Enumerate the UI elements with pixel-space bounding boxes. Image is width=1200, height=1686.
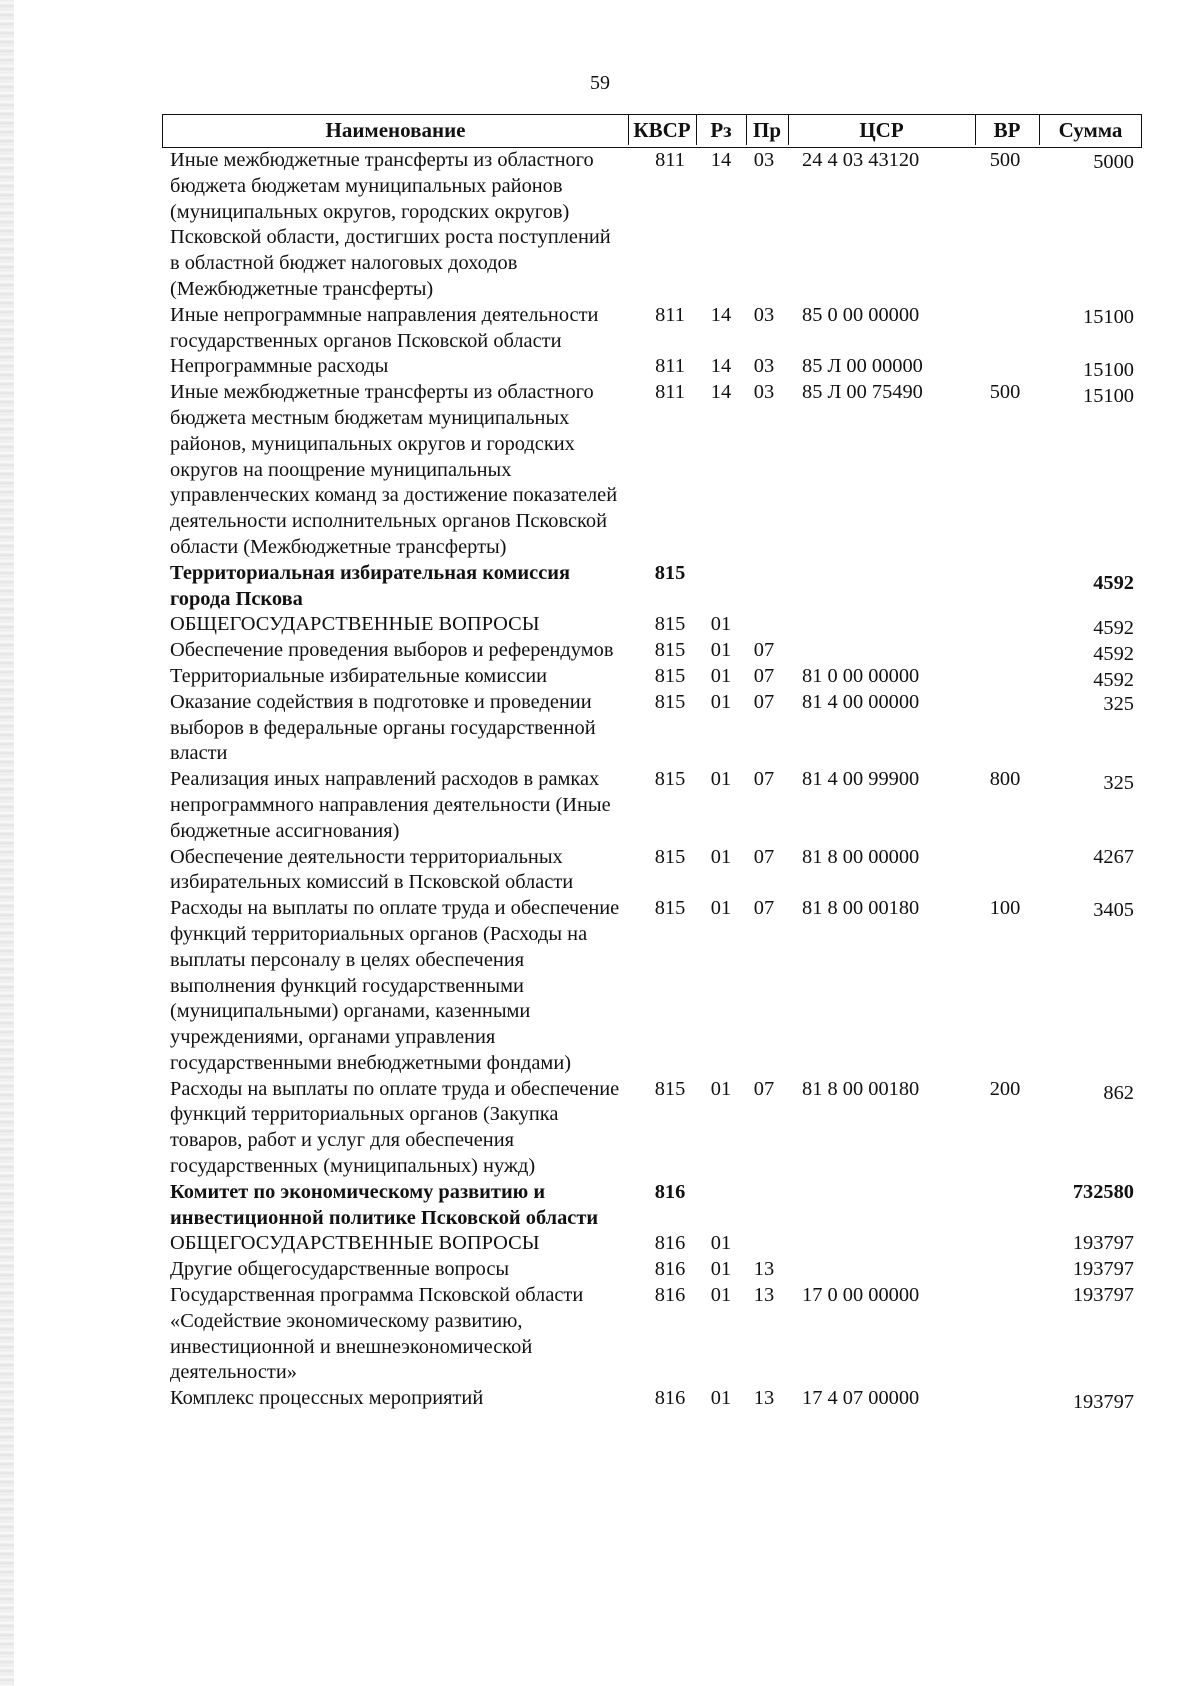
row-rz: 01 [710, 768, 732, 791]
table-row [162, 1386, 1142, 1412]
table-row [162, 767, 1142, 844]
row-rz: 01 [710, 1284, 732, 1307]
row-name: Реализация иных направлений расходов в рамках непрограммного направления деятельности (Иные бюджетные ассигнования) [170, 768, 611, 842]
row-rz: 14 [710, 355, 732, 378]
row-sum: 325 [1103, 692, 1134, 715]
row-rz: 01 [710, 613, 732, 636]
row-name: Оказание содействия в подготовке и проведении выборов в федеральные органы государственной власти [170, 690, 596, 765]
row-vr: 500 [989, 149, 1021, 171]
row-pr: 07 [753, 664, 775, 687]
row-kvsr: 816 [654, 1387, 686, 1410]
row-name: Территориальные избирательные комиссии [170, 664, 548, 687]
row-rz: 01 [710, 1232, 732, 1255]
row-csr: 81 8 00 00180 [802, 897, 920, 920]
row-rz: 01 [710, 639, 732, 662]
row-name: Территориальная избирательная комиссия города Пскова [170, 561, 571, 610]
page-number: 59 [590, 72, 610, 94]
header-name: Наименование [325, 118, 466, 142]
row-pr: 07 [753, 639, 775, 662]
table-row [162, 638, 1142, 664]
row-name: ОБЩЕГОСУДАРСТВЕННЫЕ ВОПРОСЫ [170, 613, 540, 636]
header-pr: Пр [746, 115, 787, 145]
row-kvsr: 816 [654, 1258, 686, 1281]
row-sum: 862 [1103, 1081, 1134, 1104]
header-csr: ЦСР [788, 115, 974, 145]
row-sum: 4592 [1093, 571, 1134, 594]
row-name: Иные межбюджетные трансферты из областного бюджета местным бюджетам муниципальных районов, муниципальных округов и городских округов на поощрение муниципальных управленческих команд за достижение показателей деятельности исполнительных органов Псковской области (Межбюджетные трансферты) [170, 381, 618, 558]
header-sum: Сумма [1039, 115, 1141, 145]
row-kvsr: 811 [655, 381, 685, 404]
row-kvsr: 815 [654, 768, 686, 791]
row-rz: 01 [710, 664, 732, 687]
row-csr: 85 Л 00 75490 [802, 381, 923, 404]
row-kvsr: 816 [654, 1180, 686, 1203]
row-name: Иные межбюджетные трансферты из областного бюджета бюджетам муниципальных районов (муниципальных округов, городских округов) Псковской области, достигших роста поступлений в областной бюджет налоговых доходов (Межбюджетные трансферты) [170, 149, 611, 300]
row-rz: 01 [710, 897, 732, 920]
row-sum: 15100 [1083, 359, 1134, 382]
row-sum: 325 [1103, 772, 1134, 795]
row-kvsr: 815 [654, 639, 686, 662]
row-csr: 17 4 07 00000 [802, 1387, 920, 1410]
table-row [162, 845, 1142, 897]
row-csr: 85 0 00 00000 [802, 303, 920, 326]
row-name: ОБЩЕГОСУДАРСТВЕННЫЕ ВОПРОСЫ [170, 1232, 540, 1255]
row-csr: 17 0 00 00000 [802, 1284, 920, 1307]
row-kvsr: 815 [654, 690, 686, 713]
row-pr: 13 [753, 1258, 775, 1281]
row-kvsr: 815 [654, 561, 686, 584]
row-rz: 14 [710, 381, 732, 404]
row-sum: 4267 [1093, 845, 1134, 868]
table-row [162, 1257, 1142, 1283]
table-row [162, 561, 1142, 613]
row-pr: 03 [753, 149, 775, 171]
table-row [162, 1180, 1142, 1232]
row-kvsr: 811 [655, 149, 685, 171]
table-row [162, 690, 1142, 767]
table-body [162, 148, 1142, 1412]
row-kvsr: 815 [654, 664, 686, 687]
table-row [162, 1231, 1142, 1257]
row-pr: 07 [753, 897, 775, 920]
row-name: Комплекс процессных мероприятий [170, 1387, 484, 1410]
row-name: Обеспечение деятельности территориальных избирательных комиссий в Псковской области [170, 845, 574, 894]
row-rz: 01 [710, 1077, 732, 1100]
row-pr: 07 [753, 1077, 775, 1100]
row-sum: 193797 [1072, 1391, 1134, 1414]
table-row [162, 354, 1142, 380]
row-kvsr: 815 [654, 1077, 686, 1100]
row-sum: 193797 [1072, 1284, 1134, 1307]
row-kvsr: 816 [654, 1284, 686, 1307]
row-pr: 07 [753, 845, 775, 868]
row-name: Обеспечение проведения выборов и референдумов [170, 639, 614, 662]
row-name: Другие общегосударственные вопросы [170, 1258, 510, 1281]
row-csr: 24 4 03 43120 [802, 149, 920, 171]
row-pr: 13 [753, 1284, 775, 1307]
row-kvsr: 811 [655, 303, 685, 326]
row-csr: 81 4 00 00000 [802, 690, 920, 713]
row-name: Расходы на выплаты по оплате труда и обеспечение функций территориальных органов (Расходы на выплаты персоналу в целях обеспечения выполнения функций государственными (муниципальными) органами, казенными учреждениями, органами управления государственными внебюджетными фондами) [170, 897, 620, 1074]
row-pr: 03 [753, 381, 775, 404]
row-rz: 14 [710, 303, 732, 326]
row-sum: 15100 [1083, 305, 1134, 328]
row-rz: 01 [710, 845, 732, 868]
table-row [162, 380, 1142, 561]
table-header [162, 114, 1142, 148]
row-kvsr: 816 [654, 1232, 686, 1255]
row-kvsr: 811 [655, 355, 685, 378]
row-name: Расходы на выплаты по оплате труда и обеспечение функций территориальных органов (Закупка товаров, работ и услуг для обеспечения государственных (муниципальных) нужд) [170, 1077, 620, 1178]
row-sum: 193797 [1072, 1232, 1134, 1255]
header-vr: ВР [975, 115, 1038, 145]
table-row [162, 896, 1142, 1077]
header-kvsr: КВСР [628, 115, 695, 145]
table-row [162, 612, 1142, 638]
row-sum: 193797 [1072, 1258, 1134, 1281]
row-csr: 81 4 00 99900 [802, 768, 920, 791]
row-vr: 800 [989, 768, 1021, 791]
row-rz: 01 [710, 1387, 732, 1410]
row-rz: 01 [710, 690, 732, 713]
row-vr: 200 [989, 1077, 1021, 1100]
row-pr: 07 [753, 690, 775, 713]
row-pr: 03 [753, 303, 775, 326]
row-sum: 15100 [1083, 385, 1134, 408]
row-kvsr: 815 [654, 897, 686, 920]
row-sum: 4592 [1093, 617, 1134, 640]
row-pr: 13 [753, 1387, 775, 1410]
table-row [162, 148, 1142, 303]
scan-edge-artifact [0, 0, 14, 1686]
row-rz: 14 [710, 149, 732, 171]
row-pr: 03 [753, 355, 775, 378]
header-rz: Рз [696, 115, 745, 145]
table-row [162, 664, 1142, 690]
row-sum: 732580 [1072, 1180, 1134, 1203]
row-csr: 85 Л 00 00000 [802, 355, 923, 378]
row-kvsr: 815 [654, 613, 686, 636]
row-vr: 500 [989, 381, 1021, 404]
row-csr: 81 0 00 00000 [802, 664, 920, 687]
row-vr: 100 [989, 897, 1021, 920]
row-name: Иные непрограммные направления деятельности государственных органов Псковской области [170, 303, 599, 352]
table-row [162, 303, 1142, 355]
row-kvsr: 815 [654, 845, 686, 868]
row-csr: 81 8 00 00180 [802, 1077, 920, 1100]
row-sum: 4592 [1093, 668, 1134, 691]
table-row [162, 1077, 1142, 1180]
row-csr: 81 8 00 00000 [802, 845, 920, 868]
row-name: Непрограммные расходы [170, 355, 389, 378]
row-name: Комитет по экономическому развитию и инвестиционной политике Псковской области [170, 1180, 599, 1229]
row-rz: 01 [710, 1258, 732, 1281]
row-sum: 5000 [1093, 151, 1134, 173]
budget-table [162, 114, 1142, 1412]
row-sum: 4592 [1093, 643, 1134, 666]
table-row [162, 1283, 1142, 1386]
row-name: Государственная программа Псковской области «Содействие экономическому развитию, инвестиционной и внешнеэкономической деятельности» [170, 1284, 584, 1384]
row-pr: 07 [753, 768, 775, 791]
row-sum: 3405 [1093, 899, 1134, 922]
